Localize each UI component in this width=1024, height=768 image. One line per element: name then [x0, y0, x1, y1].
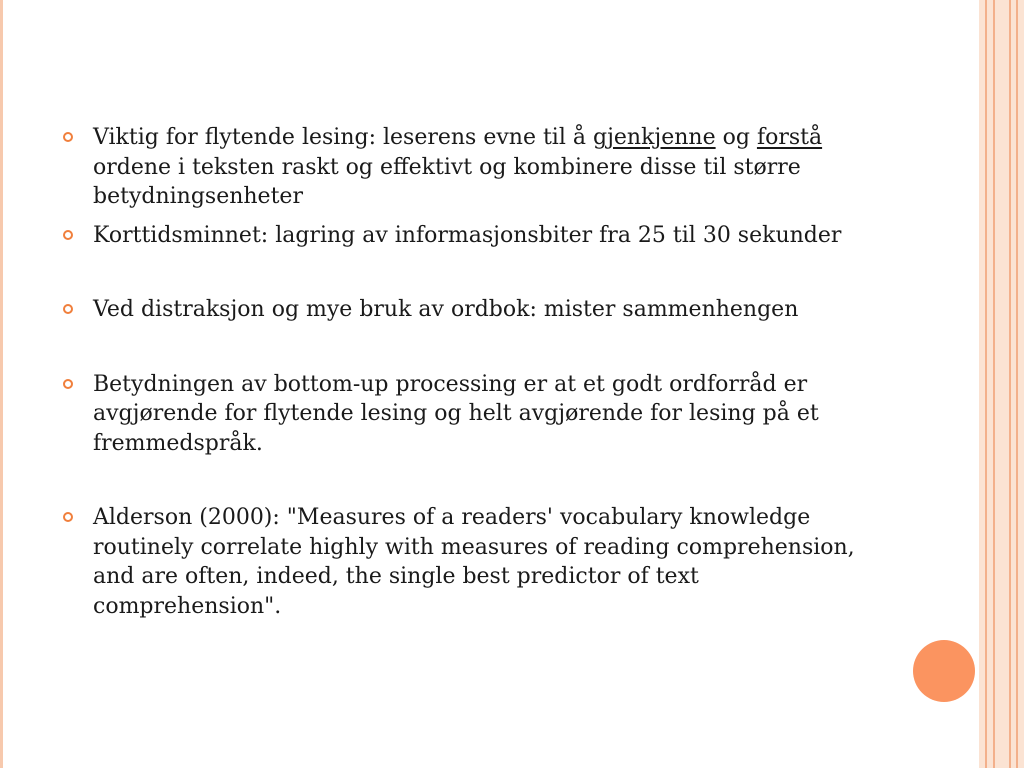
- bullet-list: [63, 123, 883, 621]
- bullet-text: Ved distraksjon og mye bruk av ordbok: mister sammenhengen: [93, 297, 799, 322]
- right-border-stripe: [993, 0, 995, 768]
- bullet-text-part: ordene i teksten raskt og effektivt og kombinere disse til større betydningsenheter: [93, 154, 801, 209]
- bullet-ring-icon: [63, 512, 73, 522]
- bullet-text: [93, 125, 822, 209]
- bullet-ring-icon: [63, 132, 73, 142]
- left-border-stripe: [0, 0, 3, 768]
- bullet-item: [63, 295, 883, 325]
- bullet-item: [63, 123, 883, 212]
- decorative-circle: [913, 640, 975, 702]
- bullet-ring-icon: [63, 304, 73, 314]
- bullet-text-part: Viktig for flytende lesing: leserens evne til å: [93, 125, 593, 150]
- bullet-text: Korttidsminnet: lagring av informasjonsbiter fra 25 til 30 sekunder: [93, 222, 842, 248]
- bullet-text-part: og: [715, 125, 757, 150]
- underlined-word-forsta: forstå: [756, 125, 823, 150]
- right-border-stripe: [985, 0, 987, 768]
- bullet-item: [63, 221, 883, 251]
- bullet-text: Betydningen av bottom-up processing er at et godt ordforråd er avgjørende for flytende lesing og helt avgjørende for lesing på et fremmedspråk.: [93, 371, 819, 456]
- right-border-stripe: [1009, 0, 1011, 768]
- bullet-ring-icon: [63, 379, 73, 389]
- right-border-stripe: [1016, 0, 1018, 768]
- bullet-item: [63, 370, 883, 459]
- bullet-item: [63, 503, 883, 621]
- underlined-word-gjenkjenne: gjenkjenne: [592, 125, 716, 150]
- bullet-text: Alderson (2000): "Measures of a readers' vocabulary knowledge routinely correlate highly with measures of reading comprehension, and are often, indeed, the single best predictor of text comprehension".: [93, 505, 855, 619]
- bullet-ring-icon: [63, 230, 73, 240]
